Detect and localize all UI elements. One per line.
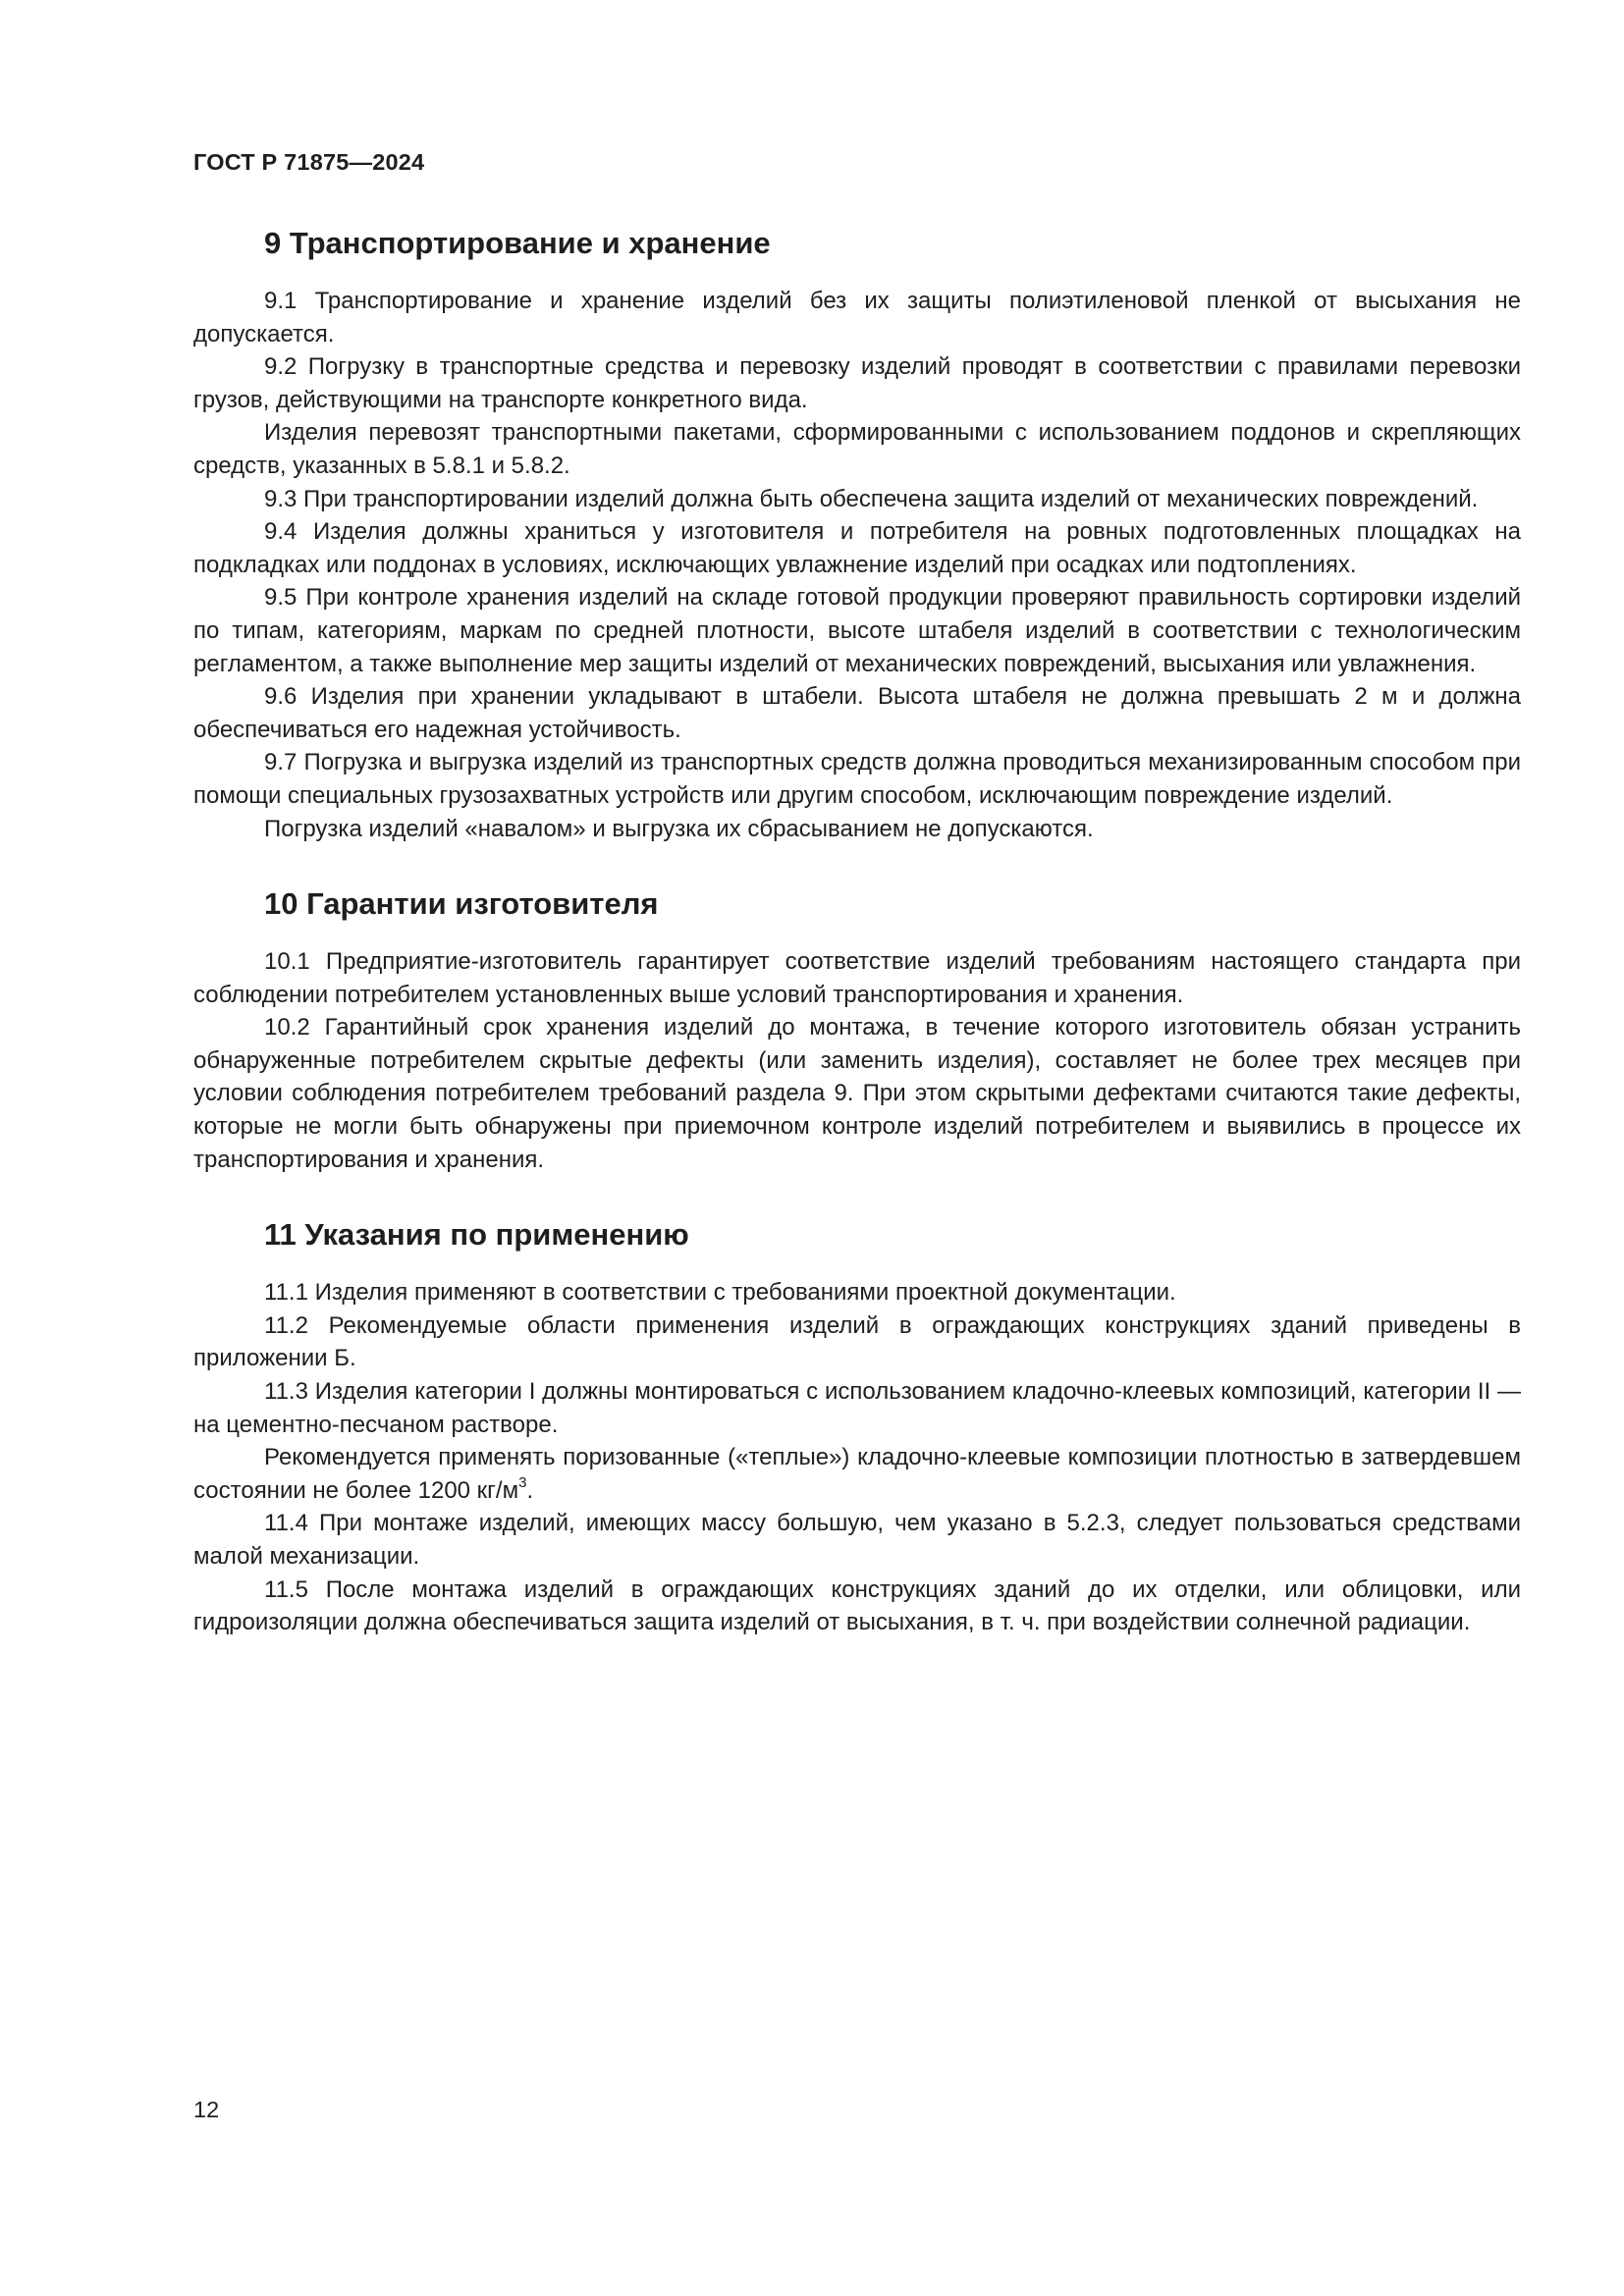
paragraph: 9.6 Изделия при хранении укладывают в штабели. Высота штабеля не должна превышать 2 м и должна обеспечиваться его надежная устойчивость. [193, 683, 1521, 743]
paragraph: 11.4 При монтаже изделий, имеющих массу большую, чем указано в 5.2.3, следует пользоваться средствами малой механизации. [193, 1510, 1521, 1570]
paragraph: 9.7 Погрузка и выгрузка изделий из транспортных средств должна проводиться механизированным способом при помощи специальных грузозахватных устройств или другим способом, исключающим повреждение изделий. [193, 749, 1521, 809]
paragraph: Изделия перевозят транспортными пакетами, сформированными с использованием поддонов и скрепляющих средств, указанных в 5.8.1 и 5.8.2. [193, 419, 1521, 479]
paragraph: 10.2 Гарантийный срок хранения изделий до монтажа, в течение которого изготовитель обязан устранить обнаруженные потребителем скрытые дефекты (или заменить изделия), составляет не более трех месяцев при условии соблюдения потребителем требований раздела 9. При этом скрытыми дефектами считаются такие дефекты, которые не могли быть обнаружены при приемочном контроле изделий потребителем и выявились в процессе их транспортирования и хранения. [193, 1014, 1521, 1173]
paragraph: 9.3 При транспортировании изделий должна быть обеспечена защита изделий от механических повреждений. [264, 485, 1479, 512]
section-11 [193, 1215, 1521, 1639]
paragraph-text: Рекомендуется применять поризованные («теплые») кладочно-клеевые композиции плотностью в затвердевшем состоянии не более 1200 кг/м [193, 1444, 1521, 1504]
paragraph: 11.1 Изделия применяют в соответствии с требованиями проектной документации. [264, 1279, 1176, 1307]
paragraph: 10.1 Предприятие-изготовитель гарантирует соответствие изделий требованиям настоящего стандарта при соблюдении потребителем установленных выше условий транспортирования и хранения. [193, 948, 1521, 1008]
document-header: ГОСТ Р 71875—2024 [193, 149, 425, 175]
superscript: 3 [518, 1473, 527, 1491]
page-number: 12 [193, 2097, 220, 2122]
paragraph: 9.4 Изделия должны храниться у изготовителя и потребителя на ровных подготовленных площадках на подкладках или поддонах в условиях, исключающих увлажнение изделий при осадках или подтоплениях. [193, 518, 1521, 578]
section-title: 11 Указания по применению [264, 1217, 689, 1253]
section-title: 9 Транспортирование и хранение [264, 226, 771, 260]
paragraph: 9.5 При контроле хранения изделий на складе готовой продукции проверяют правильность сортировки изделий по типам, категориям, маркам по средней плотности, высоте штабеля изделий в соответствии с технологическим регламентом, а также выполнение мер защиты изделий от механических повреждений, высыхания или увлажнения. [193, 584, 1521, 677]
paragraph-end: . [526, 1476, 534, 1504]
paragraph: 9.1 Транспортирование и хранение изделий без их защиты полиэтиленовой пленкой от высыхания не допускается. [193, 288, 1521, 347]
paragraph: 11.5 После монтажа изделий в ограждающих конструкциях зданий до их отделки, или облицовки, или гидроизоляции должна обеспечиваться защита изделий от высыхания, в т. ч. при воздействии солнечной радиации. [193, 1575, 1521, 1636]
section-spacer [193, 1176, 1521, 1215]
section-9 [193, 224, 1521, 845]
paragraph-density [193, 1441, 1521, 1507]
paragraph: 9.2 Погрузку в транспортные средства и перевозку изделий проводят в соответствии с правилами перевозки грузов, действующими на транспорте конкретного вида. [193, 353, 1521, 413]
document-body [193, 224, 1521, 1639]
section-10 [193, 884, 1521, 1176]
paragraph: Погрузка изделий «навалом» и выгрузка их сбрасыванием не допускаются. [264, 815, 1094, 842]
section-title: 10 Гарантии изготовителя [264, 886, 659, 922]
section-spacer [193, 845, 1521, 884]
paragraph: 11.3 Изделия категории I должны монтироваться с использованием кладочно-клеевых композиций, категории II — на цементно-песчаном растворе. [193, 1378, 1521, 1438]
paragraph: 11.2 Рекомендуемые области применения изделий в ограждающих конструкциях зданий приведены в приложении Б. [193, 1311, 1521, 1372]
